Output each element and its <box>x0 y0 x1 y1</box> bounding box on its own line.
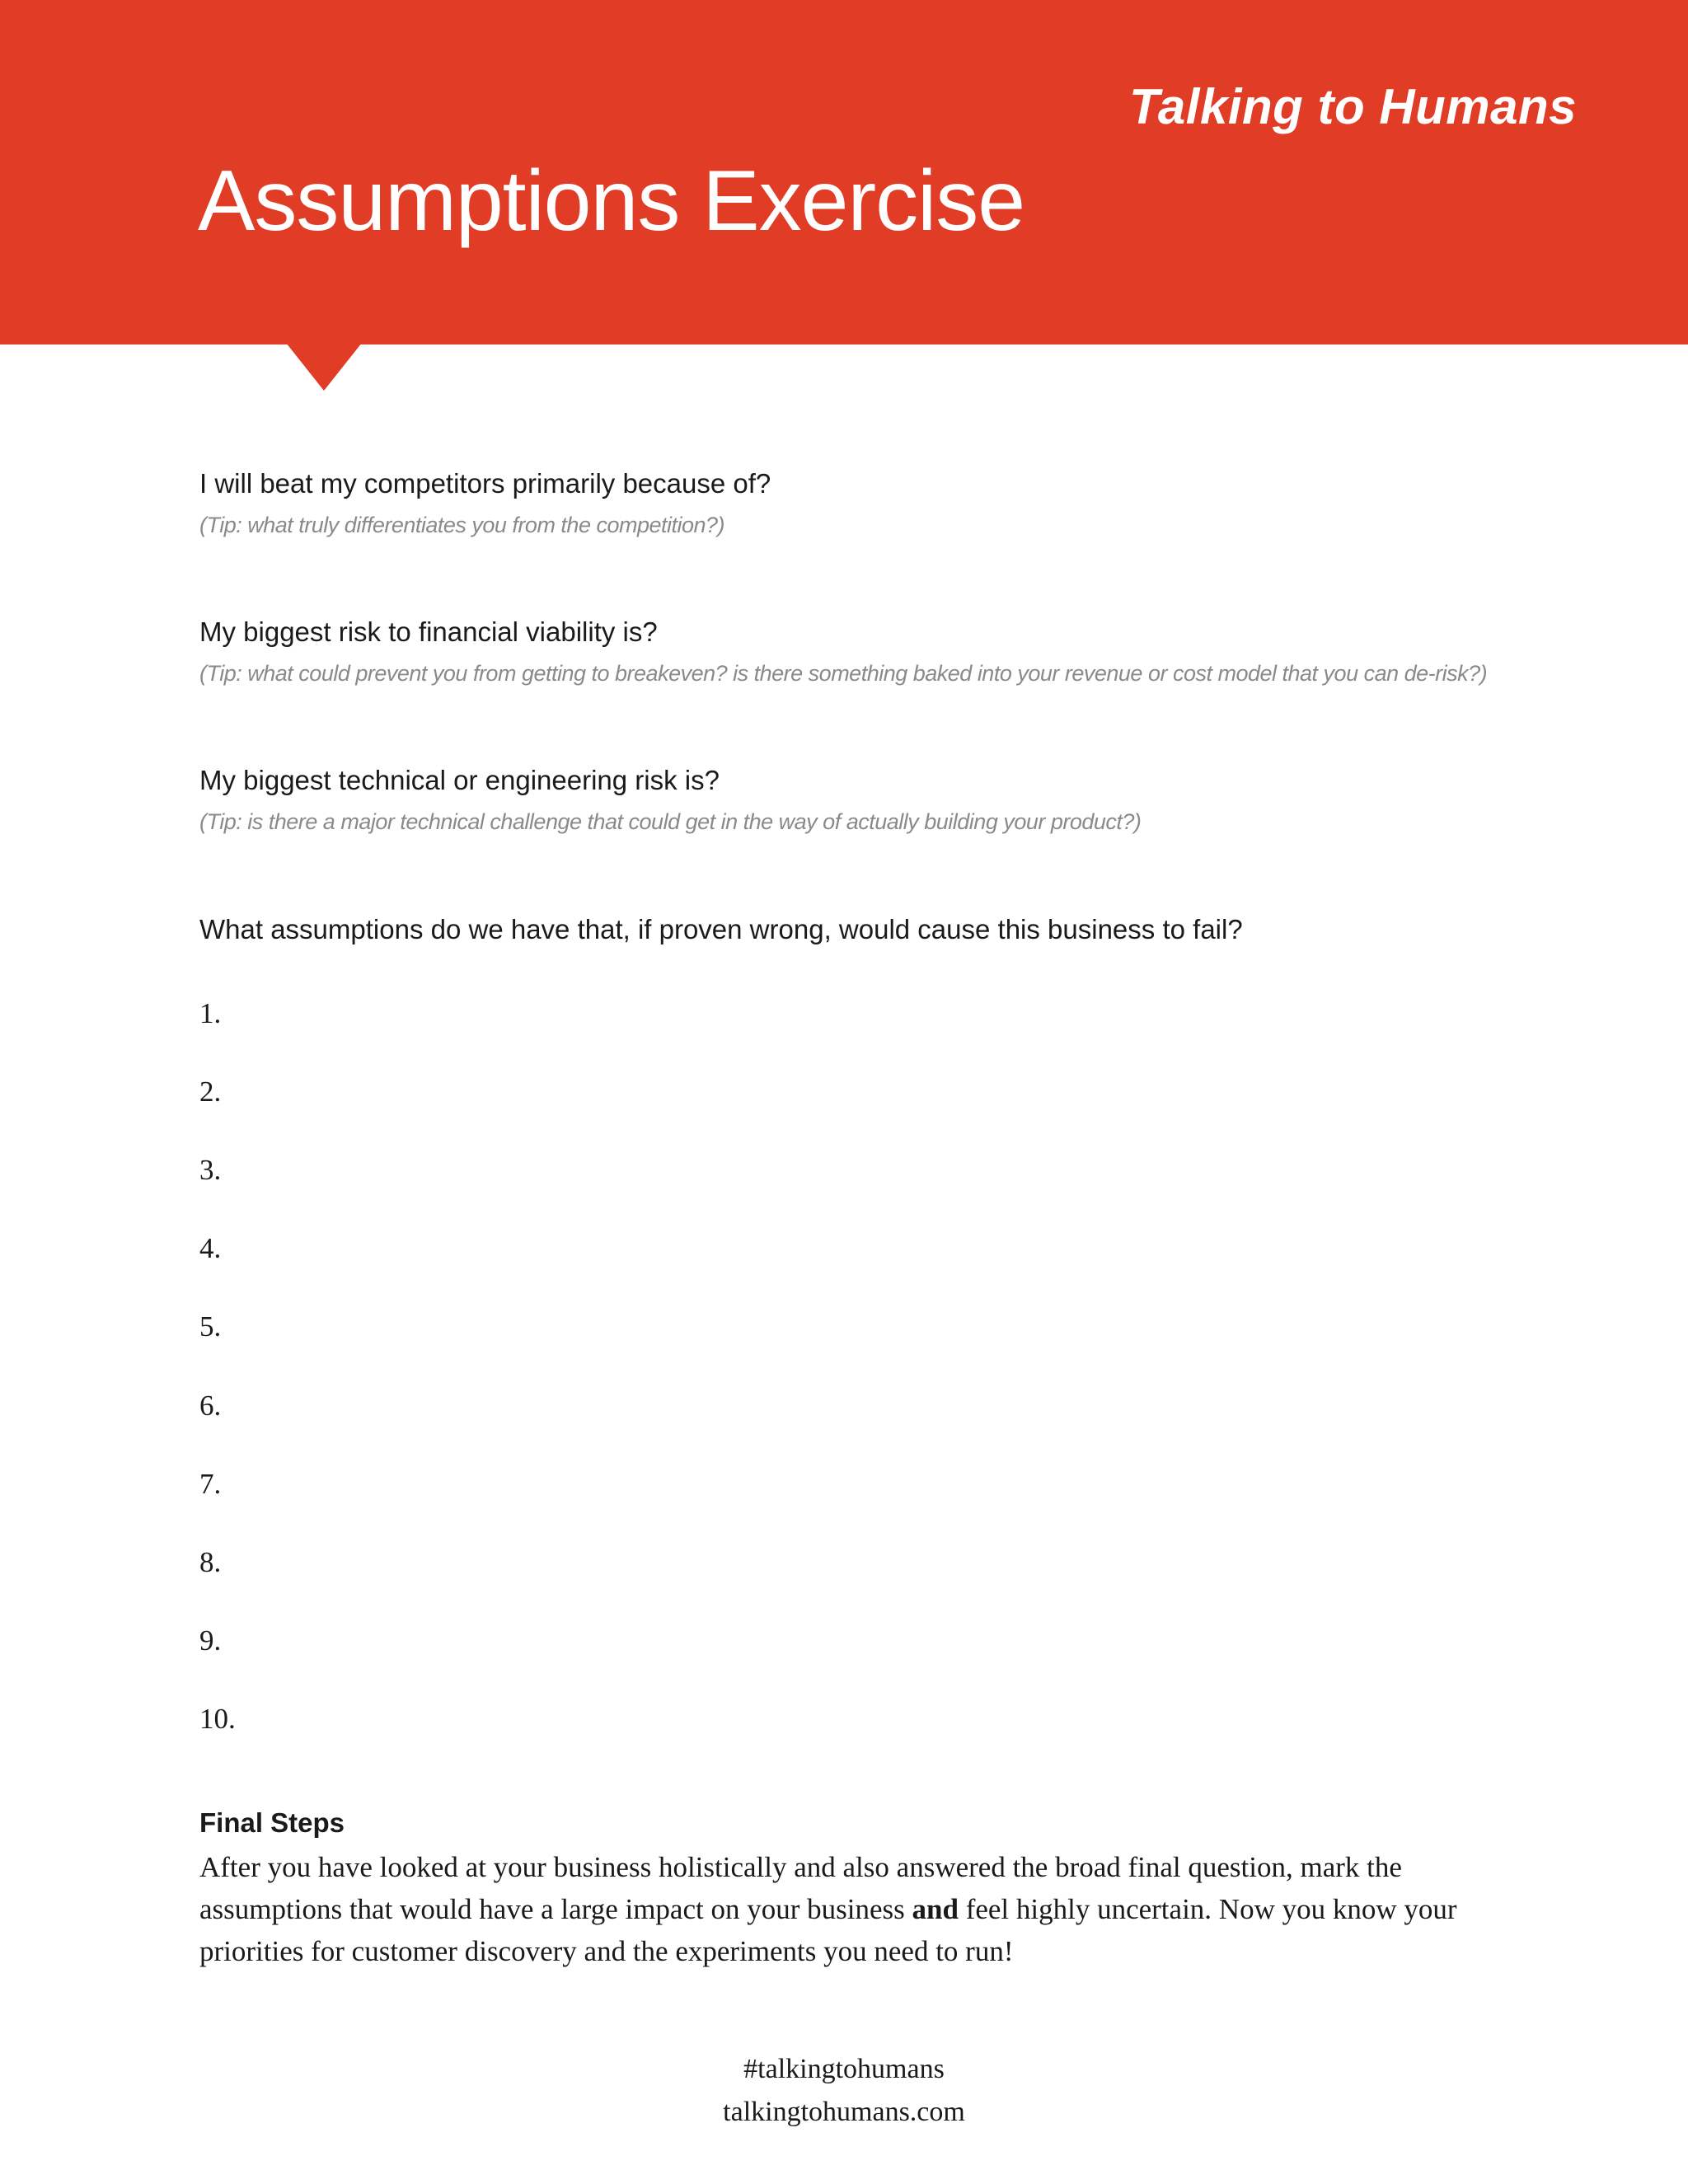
question-technical-risk: My biggest technical or engineering risk is? <box>199 765 720 795</box>
final-steps-heading: Final Steps <box>199 1807 345 1838</box>
list-item: 5. <box>199 1310 222 1343</box>
final-steps-body <box>199 1846 1551 1972</box>
final-steps-text-end: feel highly uncertain. Now you know your priorities for customer discovery and the experiments you need to run! <box>199 1893 1457 1967</box>
list-item: 7. <box>199 1468 222 1500</box>
tip-competitors: (Tip: what truly differentiates you from the competition?) <box>199 513 725 537</box>
list-item: 1. <box>199 997 222 1029</box>
footer-website[interactable]: talkingtohumans.com <box>723 2097 965 2127</box>
final-steps-emphasis: and <box>912 1893 959 1925</box>
header-banner <box>0 0 1688 344</box>
list-item: 3. <box>199 1154 222 1186</box>
final-steps-text: After you have looked at your business holistically and also answered the broad final question, mark the assumptions that would have a large impact on your business <box>199 1851 1402 1925</box>
list-item: 6. <box>199 1390 222 1422</box>
brand-name: Talking to Humans <box>1129 79 1577 134</box>
list-item: 2. <box>199 1076 222 1108</box>
question-competitors: I will beat my competitors primarily because of? <box>199 468 771 499</box>
list-item: 10. <box>199 1703 236 1735</box>
list-item: 9. <box>199 1624 222 1657</box>
tip-financial-risk: (Tip: what could prevent you from getting to breakeven? is there something baked into your revenue or cost model that you can de-risk?) <box>199 661 1488 686</box>
header-pointer-icon <box>286 343 362 391</box>
tip-technical-risk: (Tip: is there a major technical challenge that could get in the way of actually building your product?) <box>199 809 1142 834</box>
page-title: Assumptions Exercise <box>198 153 1025 249</box>
list-item: 4. <box>199 1232 222 1264</box>
question-financial-risk: My biggest risk to financial viability is? <box>199 616 658 647</box>
list-item: 8. <box>199 1546 222 1578</box>
question-assumptions: What assumptions do we have that, if proven wrong, would cause this business to fail? <box>199 914 1243 944</box>
footer-hashtag: #talkingtohumans <box>743 2054 945 2084</box>
